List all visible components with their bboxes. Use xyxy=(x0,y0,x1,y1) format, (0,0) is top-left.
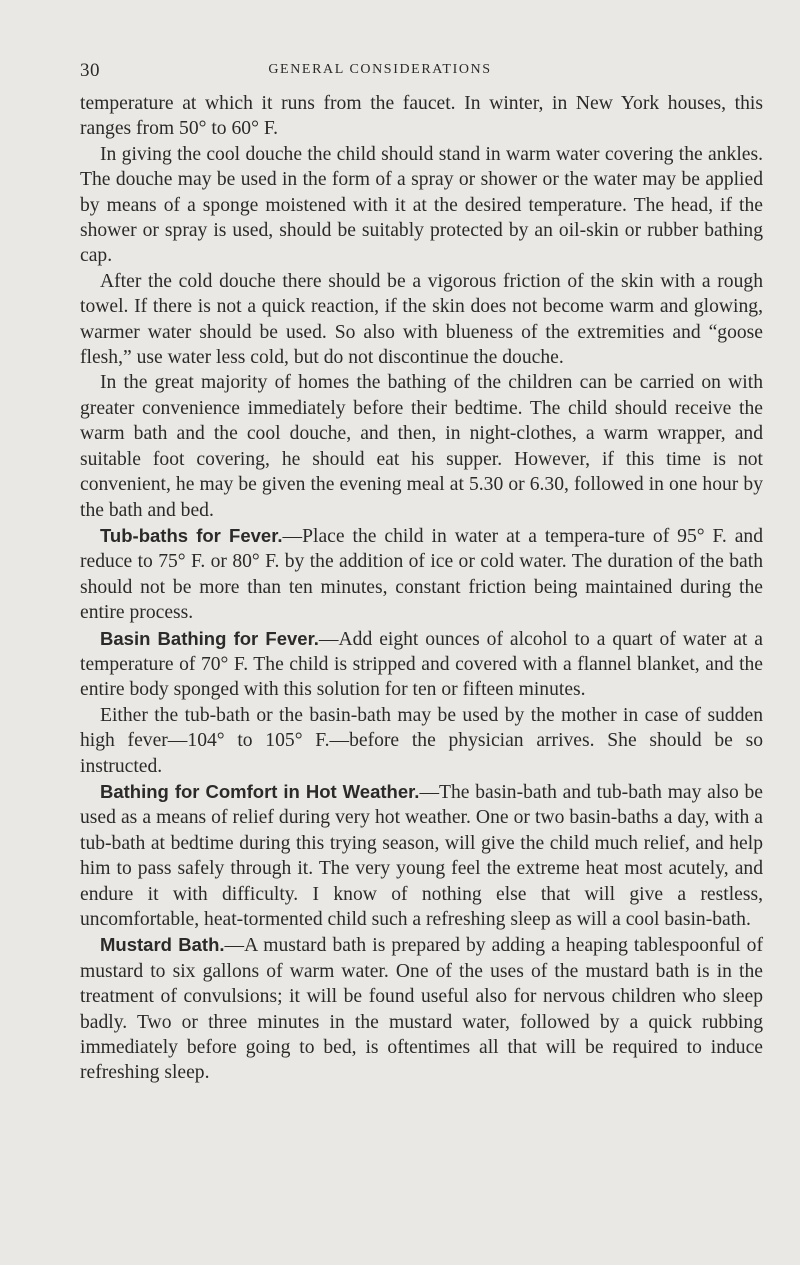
paragraph-mustard-bath xyxy=(80,932,763,1085)
section-heading: Mustard Bath. xyxy=(100,934,225,956)
paragraph-text: temperature at which it runs from the faucet. In winter, in New York houses, this ranges from 50° to 60° F. xyxy=(80,93,763,140)
paragraph-hot-weather xyxy=(80,779,763,932)
body-text xyxy=(80,91,763,1086)
paragraph-friction xyxy=(80,269,763,371)
paragraph-sudden-fever xyxy=(80,703,763,779)
running-head-title: GENERAL CONSIDERATIONS xyxy=(268,62,492,77)
paragraph-text: After the cold douche there should be a vigorous friction of the skin with a rough towel. If there is not a quick reaction, if the skin does not become warm and glowing, warmer water should be used. So also with blueness of the extremities and “goose flesh,” use water less cold, but do not discontinue the douche. xyxy=(80,270,763,369)
running-head xyxy=(80,60,760,84)
paragraph-bedtime xyxy=(80,370,763,522)
section-heading: Basin Bathing for Fever. xyxy=(100,627,319,649)
paragraph-text: —Place the child in water at a tempera-ture of 95° F. and reduce to 75° F. or 80° F. by the addition of ice or cold water. The duration of the bath should not be more than ten minutes, constant friction being maintained during the entire process. xyxy=(80,525,763,624)
paragraph-text: In the great majority of homes the bathing of the children can be carried on with greater convenience immediately before their bedtime. The child should receive the warm bath and the cool douche, and then, in night-clothes, a warm wrapper, and suitable foot covering, he should eat his supper. However, if this time is not convenient, he may be given the evening meal at 5.30 or 6.30, followed in one hour by the bath and bed. xyxy=(80,372,763,521)
paragraph-text: —Add eight ounces of alcohol to a quart of water at a temperature of 70° F. The child is stripped and covered with a flannel blanket, and the entire body sponged with this solution for ten or fifteen minutes. xyxy=(80,628,764,701)
section-heading: Tub-baths for Fever. xyxy=(100,524,283,546)
paragraph-text: —A mustard bath is prepared by adding a heaping tablespoonful of mustard to six gallons of warm water. One of the uses of the mustard bath is in the treatment of convulsions; it will be found useful also for nervous children who sleep badly. Two or three minutes in the mustard water, followed by a quick rubbing immediately before going to bed, is oftentimes all that will be required to induce refreshing sleep. xyxy=(80,935,763,1084)
paragraph-text: —The basin-bath and tub-bath may also be used as a means of relief during very hot weather. One or two basin-baths a day, with a tub-bath at bedtime during this trying season, will give the child much relief, and help him to pass safely through it. The very young feel the extreme heat most acutely, and endure it with difficulty. I know of nothing else that will give a restless, uncomfortable, heat-tormented child such a refreshing sleep as will a cool basin-bath. xyxy=(80,781,763,930)
paragraph-continuation xyxy=(80,91,763,142)
paragraph-text: Either the tub-bath or the basin-bath may be used by the mother in case of sudden high fever—104° to 105° F.—before the physician arrives. She should be so instructed. xyxy=(80,704,763,777)
paragraph-tub-baths-fever xyxy=(80,523,763,626)
section-heading: Bathing for Comfort in Hot Weather. xyxy=(100,780,420,802)
paragraph-cool-douche xyxy=(80,142,763,269)
paragraph-text: In giving the cool douche the child should stand in warm water covering the ankles. The douche may be used in the form of a spray or shower or the water may be applied by means of a sponge moistened with it at the desired temperature. The head, if the shower or spray is used, should be suitably protected by an oil-skin or rubber bathing cap. xyxy=(80,143,763,267)
paragraph-basin-bathing-fever xyxy=(80,626,763,703)
page-number: 30 xyxy=(80,60,100,81)
